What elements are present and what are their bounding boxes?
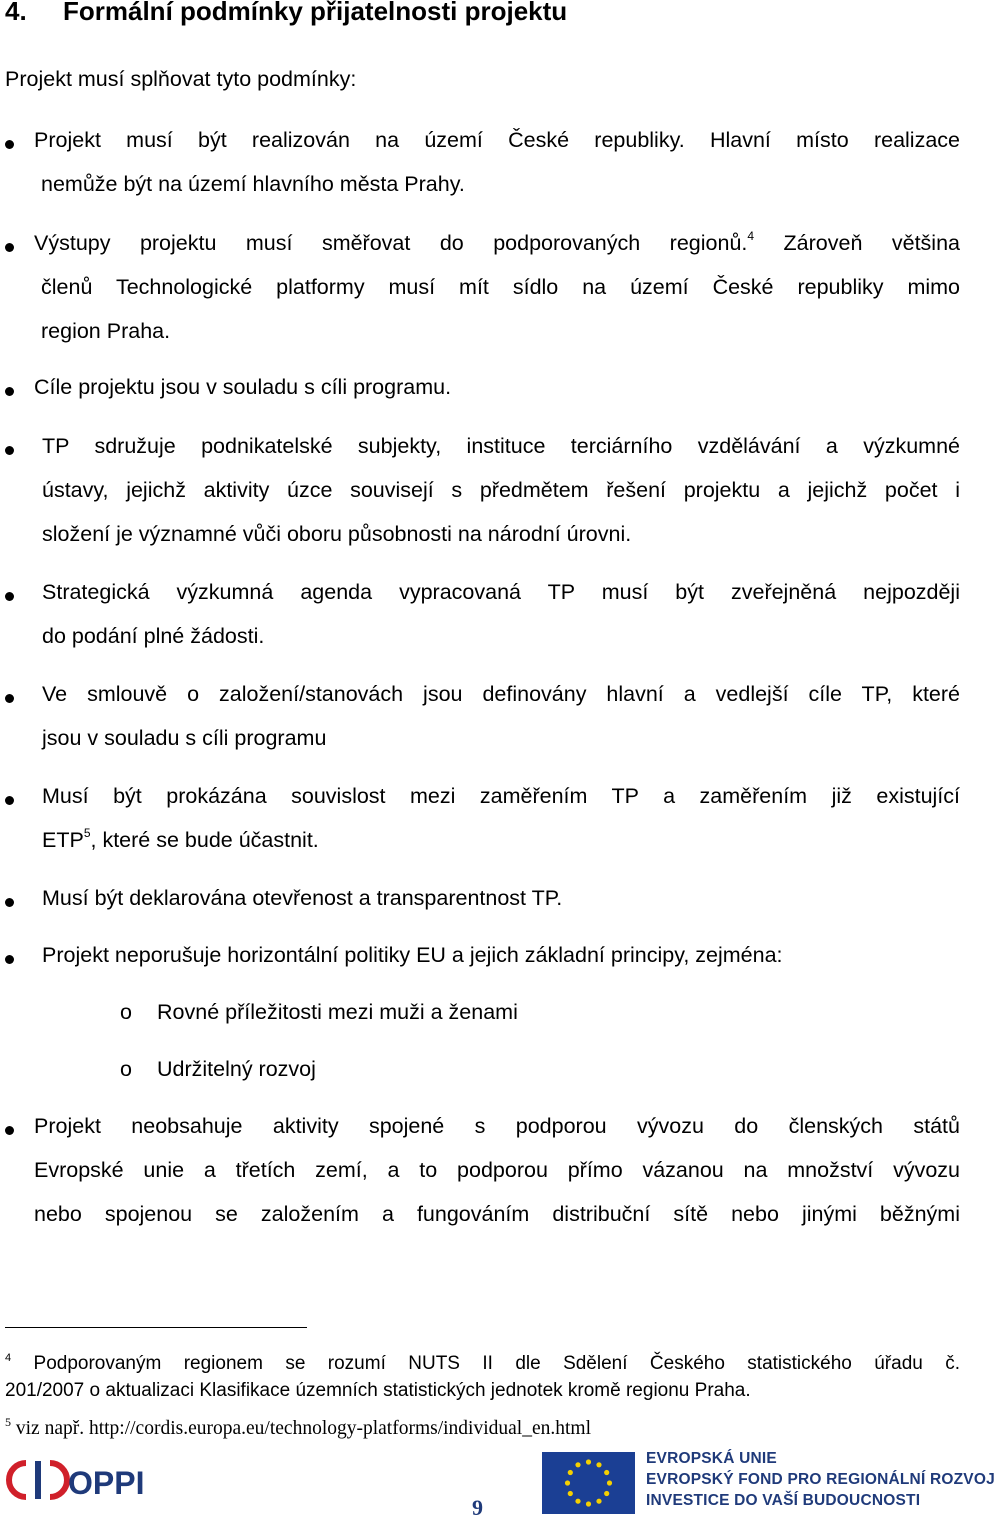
list-item-line: Musí být prokázána souvislost mezi zaměřením TP a zaměřením již existující bbox=[42, 784, 960, 808]
footnote-ref[interactable]: 5 bbox=[83, 826, 91, 840]
sub-bullet-icon: o bbox=[120, 1057, 132, 1081]
footnote-4 bbox=[5, 1350, 960, 1404]
footnote-ref[interactable]: 4 bbox=[747, 229, 755, 243]
section-heading bbox=[5, 0, 567, 27]
bullet-icon bbox=[5, 140, 14, 149]
list-item-line: Cíle projektu jsou v souladu s cíli programu. bbox=[34, 375, 452, 399]
section-title: Formální podmínky přijatelnosti projektu bbox=[63, 0, 568, 26]
list-item-line: Musí být deklarována otevřenost a transparentnost TP. bbox=[42, 886, 563, 910]
list-item-line: ústavy, jejichž aktivity úzce souvisejí s předmětem řešení projektu a jejichž počet i bbox=[42, 478, 960, 502]
bullet-icon bbox=[5, 243, 14, 252]
list-item-line: jsou v souladu s cíli programu bbox=[42, 726, 327, 750]
list-item-line: Strategická výzkumná agenda vypracovaná TP musí být zveřejněná nejpozději bbox=[42, 580, 960, 604]
footnote-number: 5 bbox=[5, 1415, 11, 1429]
sub-bullet-icon: o bbox=[120, 1000, 132, 1024]
bullet-icon bbox=[5, 1126, 14, 1135]
list-item-line: nemůže být na území hlavního města Prahy. bbox=[41, 172, 465, 196]
list-item-line: složení je významné vůči oboru působnosti na národní úrovni. bbox=[42, 522, 632, 546]
eu-line: EVROPSKÝ FOND PRO REGIONÁLNÍ ROZVOJ bbox=[646, 1471, 995, 1488]
list-item-line: nebo spojenou se založením a fungováním distribuční sítě nebo jinými běžnými bbox=[34, 1202, 960, 1226]
svg-text:OPPI: OPPI bbox=[68, 1465, 145, 1501]
bullet-icon bbox=[5, 592, 14, 601]
list-item-line: ETP$^5$, které se bude účastnit. bbox=[42, 826, 319, 852]
section-number: 4. bbox=[5, 0, 27, 26]
eu-line: EVROPSKÁ UNIE bbox=[646, 1450, 777, 1467]
bullet-icon bbox=[5, 898, 14, 907]
page-number: 9 bbox=[472, 1495, 483, 1520]
eu-fund-text bbox=[646, 1448, 995, 1511]
sub-list-item-text: Udržitelný rozvoj bbox=[157, 1057, 316, 1081]
bullet-icon bbox=[5, 694, 14, 703]
footnote-link[interactable]: viz např. http://cordis.europa.eu/technology-platforms/individual_en.html bbox=[15, 1418, 591, 1439]
list-item-line: Výstupy projektu musí směřovat do podporovaných regionů.$^4$ Zároveň většina bbox=[34, 229, 960, 255]
list-item-line: TP sdružuje podnikatelské subjekty, instituce terciárního vzdělávání a výzkumné bbox=[42, 434, 960, 458]
bullet-icon bbox=[5, 796, 14, 805]
list-item-line: Projekt musí být realizován na území České republiky. Hlavní místo realizace bbox=[34, 128, 960, 152]
intro-text: Projekt musí splňovat tyto podmínky: bbox=[5, 67, 357, 91]
footnote-text: Podporovaným regionem se rozumí NUTS II dle Sdělení Českého statistického úřadu č. bbox=[33, 1353, 960, 1374]
list-item-line: region Praha. bbox=[41, 319, 171, 343]
bullet-icon bbox=[5, 955, 14, 964]
footnote-5 bbox=[5, 1415, 591, 1440]
footnote-separator bbox=[5, 1327, 307, 1328]
sub-list-item-text: Rovné příležitosti mezi muži a ženami bbox=[157, 1000, 518, 1024]
list-item-line: členů Technologické platformy musí mít sídlo na území České republiky mimo bbox=[41, 275, 960, 299]
oppi-logo bbox=[12, 1455, 172, 1505]
bullet-icon bbox=[5, 446, 14, 455]
footnote-number: 4 bbox=[5, 1352, 12, 1364]
list-item-line: Projekt neporušuje horizontální politiky EU a jejich základní principy, zejména: bbox=[42, 943, 783, 967]
bullet-icon bbox=[5, 387, 14, 396]
list-item-line: Projekt neobsahuje aktivity spojené s podporou vývozu do členských států bbox=[34, 1114, 960, 1138]
footnote-text: 201/2007 o aktualizaci Klasifikace územních statistických jednotek kromě regionu Praha. bbox=[5, 1380, 751, 1401]
eu-line: INVESTICE DO VAŠÍ BUDOUCNOSTI bbox=[646, 1492, 921, 1509]
list-item-line: Evropské unie a třetích zemí, a to podporou přímo vázanou na množství vývozu bbox=[34, 1158, 960, 1182]
eu-flag-icon bbox=[542, 1452, 635, 1514]
list-item-line: Ve smlouvě o založení/stanovách jsou definovány hlavní a vedlejší cíle TP, které bbox=[42, 682, 960, 706]
list-item-line: do podání plné žádosti. bbox=[42, 624, 265, 648]
